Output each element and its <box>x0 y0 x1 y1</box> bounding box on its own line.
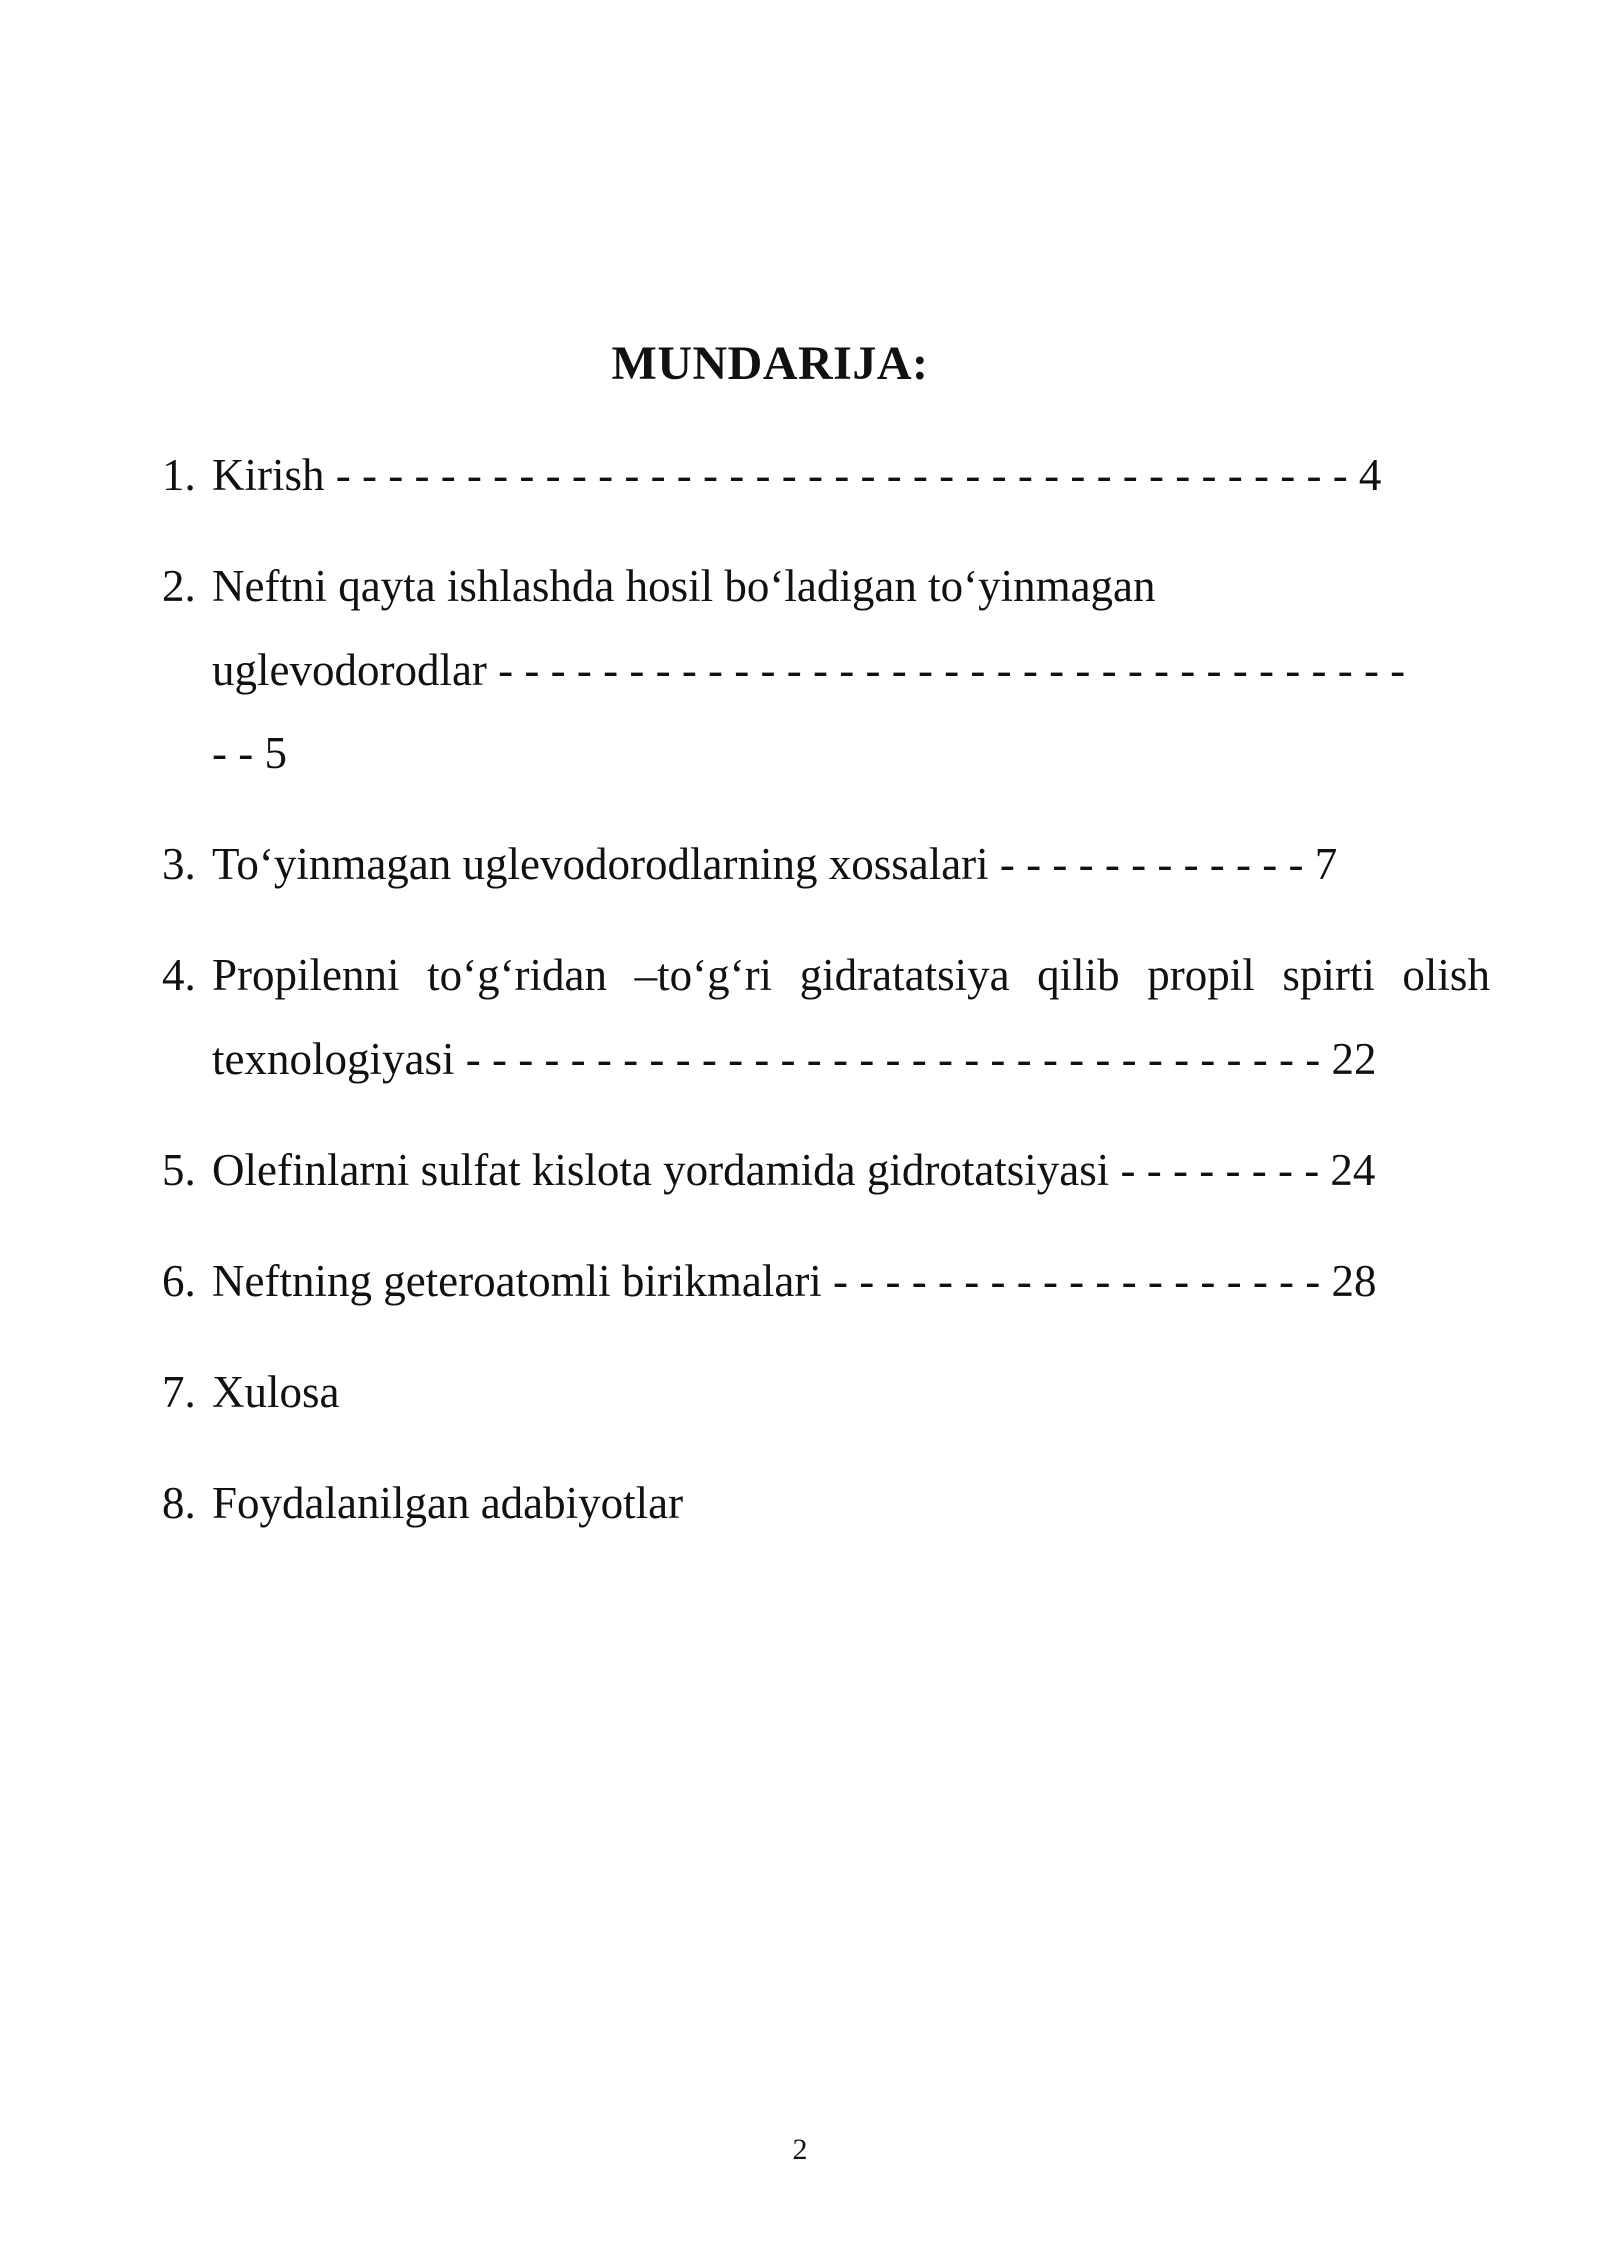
toc-word: –to‘g‘ri <box>634 950 773 1000</box>
toc-item-2-continuation: uglevodorodlar - - - - - - - - - - - - - - - - - - - - - - - - - - - - - - - - - - - <box>212 645 1406 695</box>
toc-item-text: Olefinlarni sulfat kislota yordamida gidrotatsiyasi - - - - - - - - 24 <box>212 1145 1376 1195</box>
toc-item-text: Neftni qayta ishlashda hosil bo‘ladigan to‘yinmagan <box>212 561 1156 611</box>
toc-item-number: 4. <box>162 950 196 1000</box>
toc-item-number: 1. <box>162 450 196 500</box>
toc-word: Propilenni <box>212 950 400 1000</box>
toc-item-number: 5. <box>162 1145 196 1195</box>
toc-word: qilib <box>1037 950 1120 1000</box>
toc-item-7[interactable] <box>162 1350 340 1434</box>
toc-item-2[interactable] <box>162 544 1156 628</box>
toc-item-number: 6. <box>162 1256 196 1306</box>
toc-item-5[interactable] <box>162 1128 1375 1212</box>
toc-word: propil <box>1147 950 1255 1000</box>
toc-item-2-page-ref: - - 5 <box>212 728 287 778</box>
toc-item-text: To‘yinmagan uglevodorodlarning xossalari - - - - - - - - - - - - 7 <box>212 839 1338 889</box>
toc-item-4-continuation: texnologiyasi - - - - - - - - - - - - - - - - - - - - - - - - - - - - - - - - - 22 <box>212 1034 1377 1084</box>
toc-item-number: 2. <box>162 561 196 611</box>
toc-item-4[interactable] <box>162 933 1490 1017</box>
toc-item-number: 3. <box>162 839 196 889</box>
toc-item-1[interactable] <box>162 433 1381 517</box>
toc-item-number: 8. <box>162 1478 196 1528</box>
toc-item-3[interactable] <box>162 822 1337 906</box>
toc-item-number: 7. <box>162 1367 196 1417</box>
toc-word: spirti <box>1282 950 1375 1000</box>
toc-item-text: Kirish - - - - - - - - - - - - - - - - - - - - - - - - - - - - - - - - - - - - - - - 4 <box>212 450 1382 500</box>
toc-item-text: Xulosa <box>212 1367 340 1417</box>
toc-item-number-with-word <box>162 933 400 1017</box>
toc-item-6[interactable] <box>162 1239 1377 1323</box>
toc-word: gidratatsiya <box>799 950 1010 1000</box>
toc-title: MUNDARIJA: <box>611 337 929 390</box>
page-number: 2 <box>792 2133 808 2166</box>
toc-item-text: Neftning geteroatomli birikmalari - - - - - - - - - - - - - - - - - - - 28 <box>212 1256 1377 1306</box>
toc-item-text: Foydalanilgan adabiyotlar <box>212 1478 684 1528</box>
toc-word: olish <box>1402 950 1490 1000</box>
toc-item-8[interactable] <box>162 1461 683 1545</box>
toc-word: to‘g‘ridan <box>427 950 608 1000</box>
